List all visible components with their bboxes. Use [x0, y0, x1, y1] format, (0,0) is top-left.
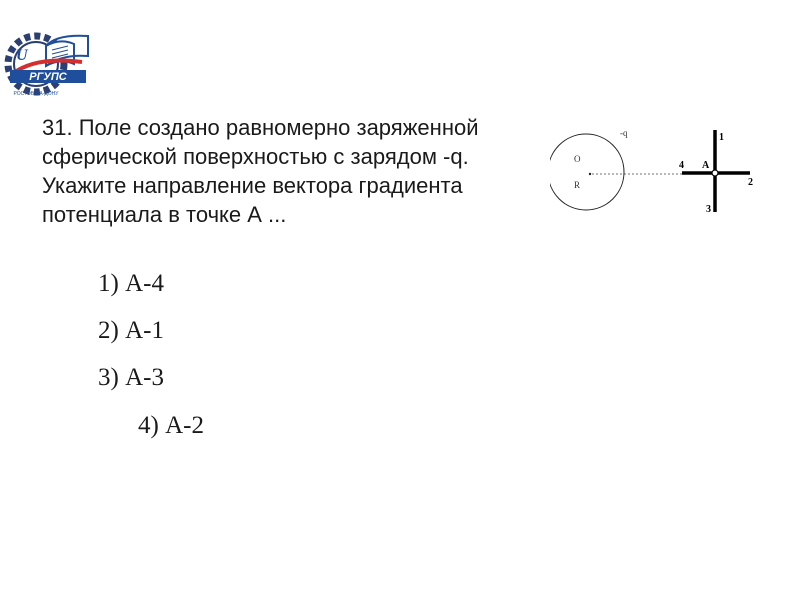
question-text: 31. Поле создано равномерно заряженной сферической поверхностью с зарядом -q. Укажите направление вектора градиента потенциала в точке А ...	[42, 115, 479, 227]
university-logo	[2, 24, 94, 100]
sphere-outline	[550, 134, 624, 210]
answer-option-2[interactable]: 2) А-1	[98, 317, 164, 344]
direction-1-label: 1	[719, 132, 724, 143]
logo-abbreviation: РГУПС	[29, 71, 67, 83]
center-label: O	[574, 154, 581, 164]
sphere-center-dot	[589, 173, 591, 175]
logo-letter: U	[16, 47, 28, 64]
point-a-marker	[712, 170, 718, 176]
direction-4-label: 4	[679, 160, 684, 171]
answer-option-3[interactable]: 3) А-3	[98, 364, 164, 391]
direction-3-label: 3	[706, 204, 711, 215]
charge-label: -q	[620, 128, 628, 138]
radius-label: R	[574, 180, 581, 190]
point-a-label: A	[702, 160, 710, 171]
direction-2-label: 2	[748, 177, 753, 188]
answer-option-4[interactable]: 4) А-2	[138, 412, 204, 439]
physics-diagram	[550, 120, 770, 220]
logo-ring-text: РОСТОВ-НА-ДОНУ	[13, 91, 59, 97]
answer-option-1[interactable]: 1) А-4	[98, 270, 164, 297]
